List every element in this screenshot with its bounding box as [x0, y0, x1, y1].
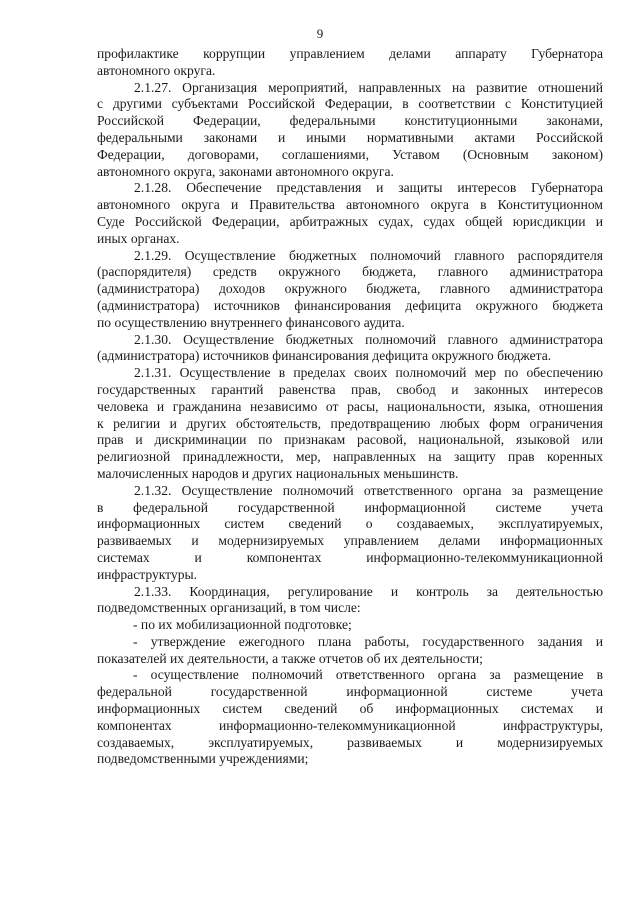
- text-line: - осуществление полномочий ответственного органа за размещение в: [133, 667, 603, 683]
- page-number: 9: [316, 26, 324, 41]
- text-line: 2.1.31. Осуществление в пределах своих полномочий мер по обеспечению: [134, 365, 603, 381]
- text-line: прав и дискриминации по признакам расовой, национальной, языковой или: [97, 432, 603, 448]
- text-line: (администратора) источников финансирования дефицита окружного бюджета.: [97, 348, 552, 364]
- text-line: создаваемых, эксплуатируемых, развиваемых и модернизируемых: [97, 734, 603, 750]
- text-line: информационных систем сведений о создаваемых, эксплуатируемых,: [97, 516, 603, 532]
- text-line: профилактике коррупции управлением делами аппарату Губернатора: [97, 46, 603, 61]
- text-line: инфраструктуры.: [97, 566, 198, 582]
- text-line: иных органах.: [97, 230, 180, 246]
- text-line: к религии и других обстоятельств, предотвращению любых форм ограничения: [97, 415, 603, 431]
- text-line: (администратора) источников финансирования дефицита окружного бюджета: [97, 297, 603, 313]
- text-line: Российской Федерации, федеральными конституционными законами,: [97, 113, 603, 129]
- text-line: с другими субъектами Российской Федерации, в соответствии с Конституцией: [97, 96, 603, 112]
- text-line: - по их мобилизационной подготовке;: [133, 617, 352, 633]
- text-line: показателей их деятельности, а также отчетов об их деятельности;: [97, 650, 483, 666]
- text-line: 2.1.28. Обеспечение представления и защиты интересов Губернатора: [134, 180, 603, 196]
- text-line: информационных систем сведений об информационных системах и: [97, 701, 603, 717]
- document-body: [97, 46, 603, 768]
- text-line: 2.1.29. Осуществление бюджетных полномочий главного распорядителя: [134, 247, 603, 263]
- text-line: (администратора) доходов окружного бюджета, главного администратора: [97, 281, 603, 297]
- text-line: по осуществлению внутреннего финансового аудита.: [97, 314, 405, 330]
- text-line: подведомственными учреждениями;: [97, 751, 309, 767]
- text-line: автономного округа.: [97, 62, 216, 78]
- text-line: государственных гарантий равенства прав, свобод и законных интересов: [97, 381, 603, 397]
- text-line: 2.1.32. Осуществление полномочий ответственного органа за размещение: [134, 482, 603, 498]
- text-line: автономного округа, законами автономного округа.: [97, 163, 394, 179]
- text-line: 2.1.33. Координация, регулирование и контроль за деятельностью: [134, 583, 603, 599]
- text-line: Федерации, договорами, соглашениями, Уставом (Основным законом): [97, 146, 603, 162]
- text-line: в федеральной государственной информационной системе учета: [97, 499, 603, 515]
- text-line: развиваемых и модернизируемых управлением делами информационных: [97, 533, 603, 549]
- text-line: (распорядителя) средств окружного бюджета, главного администратора: [97, 264, 603, 280]
- text-line: федеральной государственной информационной системе учета: [97, 684, 603, 700]
- text-line: автономного округа и Правительства автономного округа в Конституционном: [97, 197, 603, 213]
- text-line: компонентах информационно-телекоммуникационной инфраструктуры,: [97, 717, 603, 733]
- text-line: 2.1.30. Осуществление бюджетных полномочий главного администратора: [134, 331, 603, 347]
- text-line: малочисленных народов и других национальных меньшинств.: [97, 465, 459, 481]
- text-line: 2.1.27. Организация мероприятий, направленных на развитие отношений: [134, 79, 603, 95]
- text-line: системах и компонентах информационно-телекоммуникационной: [97, 549, 603, 565]
- text-line: Суде Российской Федерации, арбитражных судах, судах общей юрисдикции и: [97, 213, 603, 229]
- text-line: подведомственных организаций, в том числе:: [97, 600, 361, 616]
- text-line: федеральными законами и иными нормативными актами Российской: [97, 129, 603, 145]
- text-line: человека и гражданина независимо от расы, национальности, языка, отношения: [97, 398, 603, 414]
- text-line: религиозной принадлежности, мер, направленных на защиту прав коренных: [97, 449, 603, 465]
- text-line: - утверждение ежегодного плана работы, государственного задания и: [133, 633, 603, 649]
